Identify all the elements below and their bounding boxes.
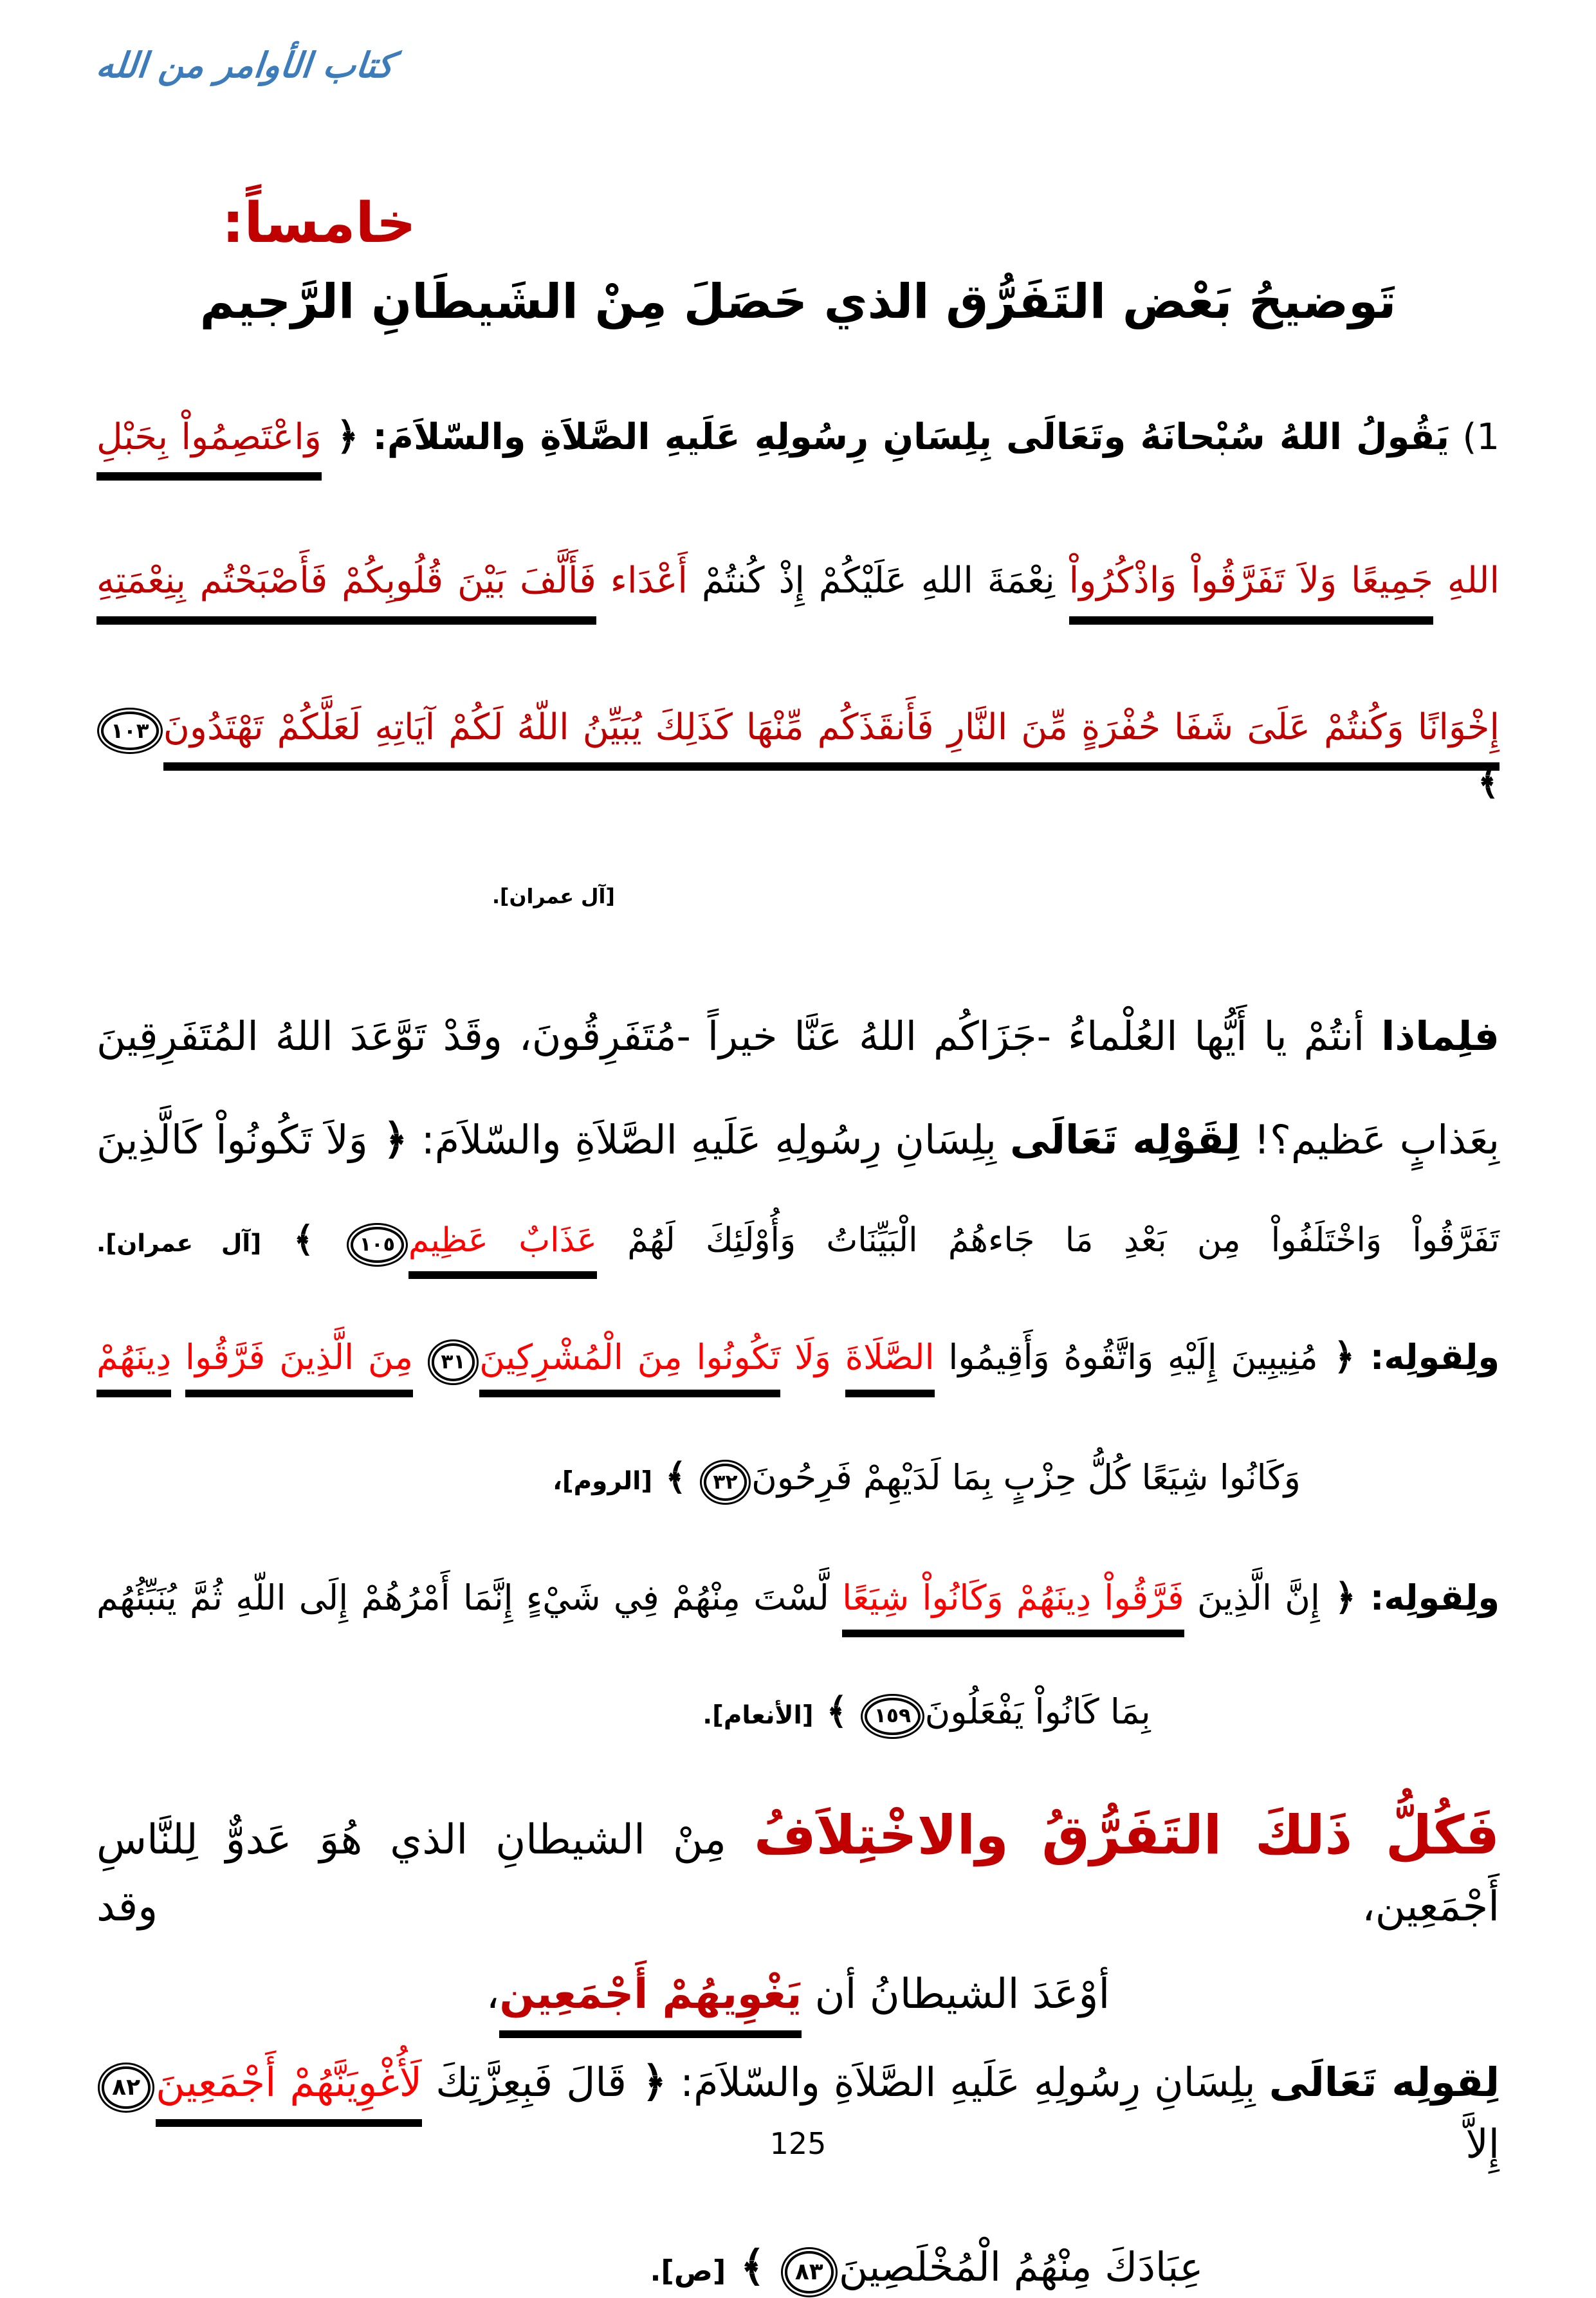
verse-line xyxy=(354,1448,1500,1507)
text-run: ، xyxy=(486,1971,500,2019)
quran-bracket-ornament: ﴿ xyxy=(367,1115,408,1164)
text-run: أنتُمْ يا أَيُّها العُلْماءُ -جَزَاكُم اللهُ عَنَّا خيراً -مُتَفَرِقُونَ، وقَدْ تَوَّعَدَ اللهُ المُتَفَرِقِينَ xyxy=(96,1012,1382,1060)
page-title: تَوضيحُ بَعْض التَفَرُّق الذي حَصَلَ مِنْ الشَيطَانِ الرَّجيم xyxy=(199,273,1397,329)
text-run: لَّسْتَ مِنْهُمْ فِي شَيْءٍ إِنَّمَا أَمْرُهُمْ إِلَى اللّهِ ثُمَّ يُنَبِّئُهُم xyxy=(96,1577,843,1618)
quran-bracket-ornament: ﴿ xyxy=(626,2058,667,2107)
page-number: 125 xyxy=(769,2126,827,2161)
text-run xyxy=(171,1337,185,1377)
surah-citation: [الروم]، xyxy=(553,1467,653,1496)
paragraph-1 xyxy=(83,409,1500,915)
text-run: بِلِسَانِ رِسُولِهِ عَلَيهِ الصَّلاَةِ والسّلاَمَ: xyxy=(666,2059,1269,2106)
surah-citation-line xyxy=(96,874,1500,915)
quran-highlight-underlined: فَرَّقُواْ دِينَهُمْ وَكَانُواْ شِيَعًا xyxy=(842,1577,1184,1637)
quran-bracket-ornament: ﴾ xyxy=(261,1218,346,1260)
verse-line xyxy=(354,2236,1500,2298)
quran-bracket-ornament: ﴿ xyxy=(1319,1576,1356,1619)
text-run: وَلَا xyxy=(780,1337,845,1378)
quran-highlight-underlined: لَأُغْوِيَنَّهُمْ أَجْمَعِينَ xyxy=(156,2059,422,2127)
text-run: مِنْ الشيطانِ الذي هُوَ عَدوٌّ لِلنَّاسِ أَجْمَعِين، وقد xyxy=(83,1816,1500,1931)
quran-highlight-underlined: دِينَهُمْ xyxy=(96,1337,171,1397)
quran-highlight-underlined: تَكُونُوا مِنَ الْمُشْرِكِينَ xyxy=(479,1337,780,1397)
paragraph-6 xyxy=(84,2051,1500,2298)
text-run: بِعَذابٍ عَظيم؟! xyxy=(1240,1116,1500,1163)
text-run: بِلِسَانِ رِسُولِهِ عَلَيهِ الصَّلاَةِ والسّلاَمَ: xyxy=(407,1116,1010,1163)
quran-highlight-underlined: إِخْوَانًا وَكُنتُمْ عَلَىَ شَفَا حُفْرَةٍ مِّنَ النَّارِ فَأَنقَذَكُم مِّنْهَا كَذَلِكَ يُبَيِّنُ اللّهُ لَكُمْ آيَاتِهِ لَعَلَّكُمْ تَهْتَدُونَ xyxy=(163,706,1500,771)
quran-highlight-underlined: جَمِيعًا وَلاَ تَفَرَّقُواْ وَاذْكُرُواْ xyxy=(1069,560,1433,624)
text-line xyxy=(83,1796,1500,1938)
quran-highlight-underlined: وَاعْتَصِمُواْ بِحَبْلِ xyxy=(96,416,322,481)
emphasis-red-underlined: يَغْوِيهُمْ أَجْمَعِين xyxy=(499,1971,802,2038)
text-run: قَالَ فَبِعِزَّتِكَ xyxy=(422,2059,627,2106)
verse-line xyxy=(96,555,1500,607)
ayah-number-badge: ١٠٣ xyxy=(101,712,159,750)
text-run: لِقولِه تَعَالَى xyxy=(1269,2059,1500,2106)
quran-bracket-ornament: ﴿ xyxy=(1317,1336,1355,1379)
ayah-number-badge: ٨٢ xyxy=(102,2066,151,2109)
text-run: اللهِ xyxy=(1433,560,1500,602)
verse-line xyxy=(96,1568,1500,1627)
quran-highlight-underlined: الصَّلَاةَ xyxy=(845,1337,935,1397)
surah-citation: [آل عمران]. xyxy=(492,885,615,909)
quran-highlight-underlined: عَذَابٌ عَظِيم xyxy=(408,1221,597,1279)
text-run: وَلاَ تَكُونُواْ كَالَّذِينَ xyxy=(96,1116,368,1163)
verse-line xyxy=(96,409,1500,463)
surah-citation: [ص]. xyxy=(650,2254,726,2288)
quran-highlight-underlined: مِنَ الَّذِينَ فَرَّقُوا xyxy=(185,1337,413,1397)
text-run: 1) xyxy=(1449,416,1500,459)
ayah-number-badge: ٨٣ xyxy=(785,2251,834,2293)
text-run: أوْعَدَ الشيطانُ أن xyxy=(802,1971,1110,2019)
text-run: ولِقولِه: xyxy=(1355,1337,1500,1378)
quran-bracket-ornament: ﴾ xyxy=(726,2242,780,2291)
text-run xyxy=(413,1337,427,1377)
text-run: يَقُولُ اللهُ سُبْحانَهُ وتَعَالَى بِلِسَانِ رِسُولِهِ عَلَيهِ الصَّلاَةِ والسّلاَمَ: xyxy=(358,416,1450,459)
text-line xyxy=(96,1108,1500,1172)
paragraph-4 xyxy=(96,1568,1500,1740)
paragraph-3 xyxy=(96,1328,1500,1506)
text-run: نِعْمَةَ اللهِ عَلَيْكُمْ إِذْ كُنتُمْ xyxy=(687,560,1069,602)
text-run: بِمَا كَانُواْ يَفْعَلُونَ xyxy=(924,1691,1151,1732)
verse-line xyxy=(96,1213,1500,1266)
quran-bracket-ornament: ﴿ xyxy=(321,414,359,459)
verse-line xyxy=(354,1682,1500,1741)
quran-highlight-underlined: فَأَلَّفَ بَيْنَ قُلُوبِكُمْ فَأَصْبَحْتُم بِنِعْمَتِهِ xyxy=(96,560,596,624)
surah-citation: [الأنعام]. xyxy=(702,1700,814,1730)
text-run: أَعْدَاء xyxy=(596,560,688,602)
text-run: لِقَوْلِه تَعَالَى xyxy=(1009,1116,1241,1163)
text-run: مُنِيبِينَ إِلَيْهِ وَاتَّقُوهُ وَأَقِيمُوا xyxy=(934,1337,1318,1378)
text-line xyxy=(96,1963,1500,2025)
ayah-number-badge: ٣٢ xyxy=(704,1464,748,1501)
text-run: إِلاَّ xyxy=(84,2059,1500,2167)
text-run: وَكَانُوا شِيَعًا كُلُّ حِزْبٍ بِمَا لَدَيْهِمْ فَرِحُونَ xyxy=(751,1457,1301,1498)
text-run: ولِقولِه: xyxy=(1355,1577,1500,1618)
text-run: إِنَّ الَّذِينَ xyxy=(1184,1577,1320,1618)
text-line xyxy=(96,1006,1500,1066)
book-title-calligraphy: كتاب الأوامر من الله xyxy=(94,45,396,86)
quran-bracket-ornament: ﴾ xyxy=(813,1689,861,1733)
surah-citation: [آل عمران]. xyxy=(96,1229,262,1258)
text-run: عِبَادَكَ مِنْهُمُ الْمُخْلَصِينَ xyxy=(838,2243,1204,2290)
section-heading: خامساً: xyxy=(222,191,416,255)
verse-line xyxy=(83,699,1500,809)
ayah-number-badge: ١٠٥ xyxy=(351,1227,405,1263)
book-header xyxy=(96,45,1500,116)
paragraph-2 xyxy=(96,1006,1500,1267)
text-run: فلِماذا xyxy=(1381,1012,1500,1060)
ayah-number-badge: ١٥٩ xyxy=(865,1698,921,1735)
emphasis-red-large: فَكُلُّ ذَلكَ التَفَرُّقُ والاخْتِلاَفُ xyxy=(753,1804,1500,1867)
text-run: تَفَرَّقُواْ وَاخْتَلَفُواْ مِن بَعْدِ مَا جَاءهُمُ الْبَيِّنَاتُ وَأُوْلَئِكَ لَهُمْ xyxy=(596,1221,1500,1260)
paragraph-5 xyxy=(83,1796,1500,2025)
quran-bracket-ornament: ﴾ xyxy=(83,703,1500,803)
quran-bracket-ornament: ﴾ xyxy=(652,1456,699,1499)
verse-line xyxy=(96,1328,1500,1386)
ayah-number-badge: ٣١ xyxy=(432,1343,475,1381)
